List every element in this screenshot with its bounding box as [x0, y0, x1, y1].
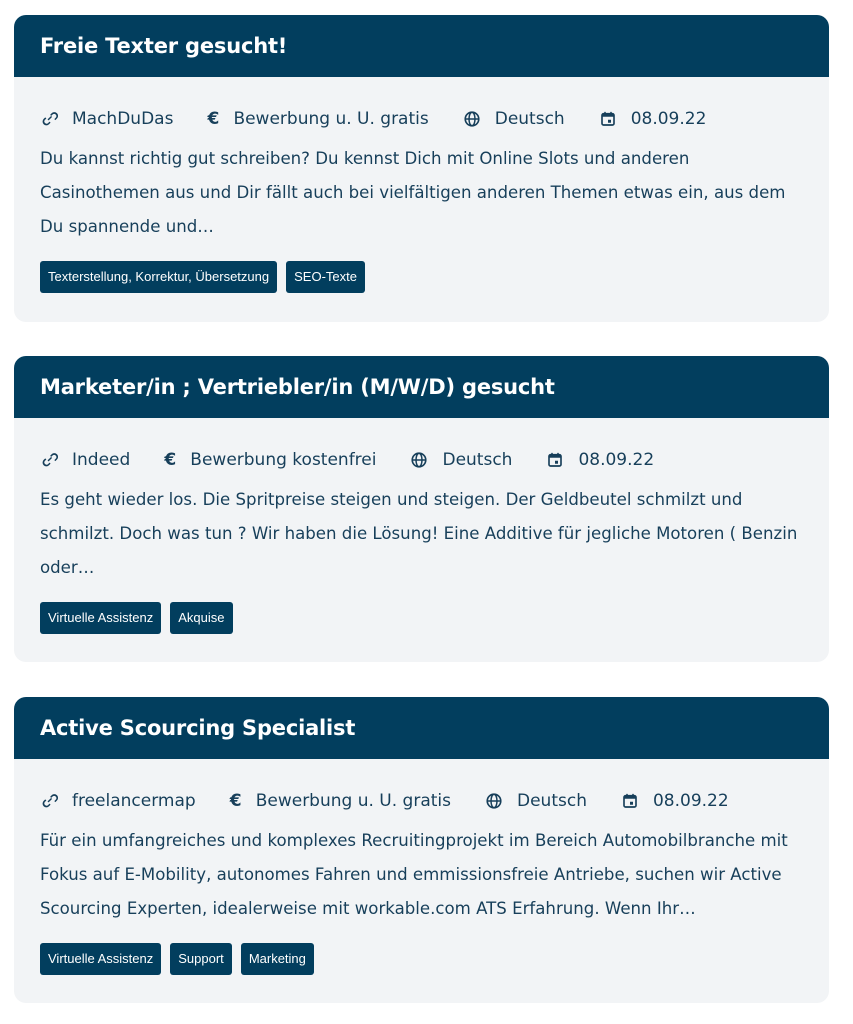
- job-title[interactable]: Active Scourcing Specialist: [40, 716, 356, 740]
- job-language: Deutsch: [494, 109, 565, 129]
- globe-icon: [410, 451, 428, 469]
- job-source: MachDuDas: [72, 109, 174, 129]
- job-payment: Bewerbung u. U. gratis: [233, 109, 429, 129]
- link-icon: [40, 110, 58, 128]
- globe-icon: [485, 792, 503, 810]
- job-tag[interactable]: Texterstellung, Korrektur, Übersetzung: [40, 261, 277, 293]
- job-date: 08.09.22: [578, 450, 655, 470]
- job-card[interactable]: [14, 356, 829, 662]
- job-meta: [40, 107, 803, 131]
- job-meta: [40, 448, 803, 472]
- euro-icon: €: [164, 450, 177, 470]
- job-tag[interactable]: Akquise: [170, 602, 232, 634]
- job-card[interactable]: [14, 15, 829, 322]
- job-description: Du kannst richtig gut schreiben? Du kennst Dich mit Online Slots und anderen Casinothemen aus und Dir fällt auch bei vielfältigen anderen Themen etwas ein, aus dem Du spannende und…: [40, 149, 786, 236]
- calendar-icon: [599, 110, 617, 128]
- job-tags: [40, 943, 803, 975]
- job-date: 08.09.22: [652, 791, 729, 811]
- job-description: Es geht wieder los. Die Spritpreise steigen und steigen. Der Geldbeutel schmilzt und schmilzt. Doch was tun ? Wir haben die Lösung! Eine Additive für jegliche Motoren ( Benzin oder…: [40, 490, 798, 577]
- job-tags: [40, 261, 803, 293]
- job-meta: [40, 789, 803, 813]
- euro-icon: €: [229, 791, 242, 811]
- job-language: Deutsch: [442, 450, 513, 470]
- link-icon: [40, 792, 58, 810]
- euro-icon: €: [207, 109, 220, 129]
- job-card[interactable]: [14, 697, 829, 1003]
- globe-icon: [463, 110, 481, 128]
- job-tag[interactable]: Support: [170, 943, 232, 975]
- job-tags: [40, 602, 803, 634]
- job-language: Deutsch: [517, 791, 587, 811]
- job-source: freelancermap: [72, 791, 196, 811]
- job-payment: Bewerbung u. U. gratis: [255, 791, 451, 811]
- job-tag[interactable]: Virtuelle Assistenz: [40, 943, 161, 975]
- job-source: Indeed: [72, 450, 131, 470]
- job-tag[interactable]: Marketing: [241, 943, 314, 975]
- job-title[interactable]: Marketer/in ; Vertriebler/in (M/W/D) gesucht: [40, 375, 555, 399]
- calendar-icon: [621, 792, 639, 810]
- job-description: Für ein umfangreiches und komplexes Recruitingprojekt im Bereich Automobilbranche mit Fokus auf E-Mobility, autonomes Fahren und emmissionsfreie Antriebe, suchen wir Active Scourcing Experten, idealerweise mit workable.com ATS Erfahrung. Wenn Ihr…: [40, 831, 788, 918]
- link-icon: [40, 451, 58, 469]
- job-date: 08.09.22: [630, 109, 707, 129]
- job-payment: Bewerbung kostenfrei: [190, 450, 377, 470]
- job-title[interactable]: Freie Texter gesucht!: [40, 34, 288, 58]
- job-card-header: [14, 697, 829, 759]
- job-tag[interactable]: SEO-Texte: [286, 261, 365, 293]
- job-card-header: [14, 356, 829, 418]
- job-tag[interactable]: Virtuelle Assistenz: [40, 602, 161, 634]
- job-card-header: [14, 15, 829, 77]
- calendar-icon: [546, 451, 564, 469]
